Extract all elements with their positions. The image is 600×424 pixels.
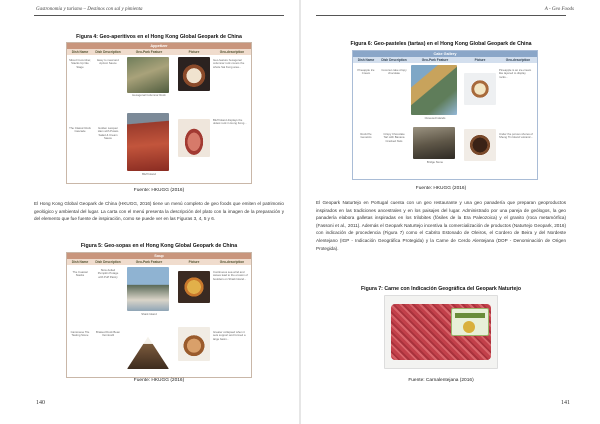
right-page: [300, 0, 600, 424]
product-label: [451, 308, 489, 336]
table-cell: Easy to meal and Apricot Sauce: [97, 58, 119, 66]
figure7-caption: Fuente: Carnalentejana (2016): [408, 378, 474, 383]
header-rule: [316, 15, 566, 16]
figure5-column-headers: Dish Name Dish Description Geo-Park Feature Picture Geo-description: [67, 259, 251, 265]
figure4-table-header: Appetizer: [67, 43, 251, 49]
body-paragraph: El Hong Kong Global Geopark de China (HKUGG, 2016) tiene un menú completo de geo foods que emiten el patrimonio geológico y ambiental del lugar. La carta con el menú presenta la descripción del plato con la imagen de la preparación y del elemento que fue fuente de inspiración, como se puede ver en las Figuras 3, 4, 5 y 6.: [34, 201, 284, 222]
figure6-table: [352, 50, 538, 180]
table-cell: Pineapple is an ice-cream like layered to display rocks...: [499, 68, 532, 79]
table-cell: Bluff Island: [142, 172, 156, 176]
chocolate-tart-photo: [464, 129, 496, 161]
certification-seal: [463, 321, 475, 333]
table-cell: The Classic Rock Cascade: [69, 126, 91, 134]
figure4-column-headers: Dish Name Dish Description Geo-Park Feature Picture Geo-description: [67, 49, 251, 55]
figure4-table: [66, 42, 252, 184]
table-cell: Cantonese Tile Tasting Stone: [70, 330, 90, 338]
table-cell: Braised Duck Bean Vermicelli: [96, 330, 120, 338]
ham-dish-photo: [178, 119, 210, 157]
table-cell: Bluff Island displays the oldest rock in Hong Kong...: [213, 118, 247, 126]
table-cell: Continuous sea wind and waves lead to the erosion of boulders on Shark Island...: [213, 270, 248, 281]
body-paragraph: El Geopark Naturtejo en Portugal cuenta con un geo restaurante y una geo panadería que preparan geoproductos inspirados en las tradiciones ancestrales y en los paisajes del lugar. Administrado por una pareja de geólogos, la geo panadería elabora galletas inspiradas en los trilobites (fósiles de la Era Paleozoica) y el granito (roca metamórfica) (Fassoni et al., 2011). Además el Geopark Naturtejo incentiva la comercialización de productos (Naturtejo Geopark, 2016) con indicación de procedencia (Figura 7) como el Cabrito Estonado de Oleiros, el Cordero de Beira y del Nordeste Alentejano (IGP - Indicación Geográfica Protegida) y la Carne de Cerdo Alentejana (DOP - Denominación de Origen Protegida).: [316, 200, 566, 251]
label-band: [455, 313, 485, 318]
table-cell: Clovered Islands: [424, 116, 446, 120]
table-cell: Under the porous shores of Sheng Tin Island volcanic...: [499, 132, 534, 140]
table-cell: Shark Island: [141, 312, 157, 316]
figure5-table-header: Soup: [67, 253, 251, 259]
pumpkin-soup-photo: [178, 271, 210, 303]
table-cell: Rock Pie Genetics: [360, 132, 372, 140]
table-cell: Sliced Cucumber, Stacks Up like Stage: [69, 58, 91, 69]
table-cell: Golden Lacquer Ham with Potato Salad & Cream Sauce: [97, 126, 119, 141]
figure6-table-header: Cake Gallery: [353, 51, 537, 57]
bluff-island-photo: [127, 113, 169, 171]
figure6-title: Figura 6: Geo-pasteles (tartas) en el Hong Kong Global Geopark de China: [350, 41, 532, 47]
duck-dish-photo: [178, 327, 210, 361]
figure4-title: Figura 4: Geo-aperitivos en el Hong Kong Global Geopark de China: [76, 34, 242, 40]
table-cell: The Coastal Stacks: [72, 270, 88, 278]
bridge-stone-photo: [413, 127, 455, 159]
running-header-left: Gastronomía y turismo – Destinos con sal y pimienta: [36, 7, 143, 12]
hexagonal-rock-photo: [127, 57, 169, 93]
running-header-right: A - Geo Foods: [544, 7, 574, 12]
figure5-title: Figura 5: Geo-sopas en el Hong Kong Global Geopark de China: [80, 243, 238, 249]
table-cell: Greater collapsed when it sets support and formed a large basin...: [213, 330, 246, 341]
table-cell: Coconut cake crispy chocolate: [381, 68, 407, 76]
meat-package-photo: [384, 295, 498, 369]
table-cell: Hexagonal Columnar Rock: [132, 93, 166, 97]
table-cell: Bridge Stone: [426, 160, 444, 164]
figure7-title: Figura 7: Carne con Indicación Geográfica del Geopark Naturtejo: [361, 286, 521, 292]
shark-island-photo: [127, 267, 169, 311]
figure6-column-headers: Dish Name Dish Description Geo-Park Feature Picture Geo-description: [353, 57, 537, 63]
volcano-photo: [127, 323, 169, 369]
figure5-table: [66, 252, 252, 378]
appetizer-photo: [178, 57, 210, 91]
table-cell: Pineapple Ice Cream: [357, 68, 375, 76]
figure5-caption: Fuente: HKUGG (2016): [133, 378, 185, 383]
table-cell: Geo-feature hexagonal columnar rock covers the whole Sai Kung area...: [213, 58, 245, 69]
table-cell: Slow-boiled Pumpkin Potage with Puff Pastry: [97, 268, 119, 279]
page-number-right: 141: [561, 400, 570, 406]
page-number-left: 140: [36, 400, 45, 406]
figure6-caption: Fuente: HKUGG (2016): [415, 186, 467, 191]
header-rule: [34, 15, 284, 16]
figure4-caption: Fuente: HKUGG (2016): [133, 188, 185, 193]
table-cell: Crispy Chocolate Tart with Banana Cracked Nuts: [383, 132, 405, 143]
coastal-island-photo: [411, 65, 457, 115]
cake-photo: [464, 73, 496, 105]
